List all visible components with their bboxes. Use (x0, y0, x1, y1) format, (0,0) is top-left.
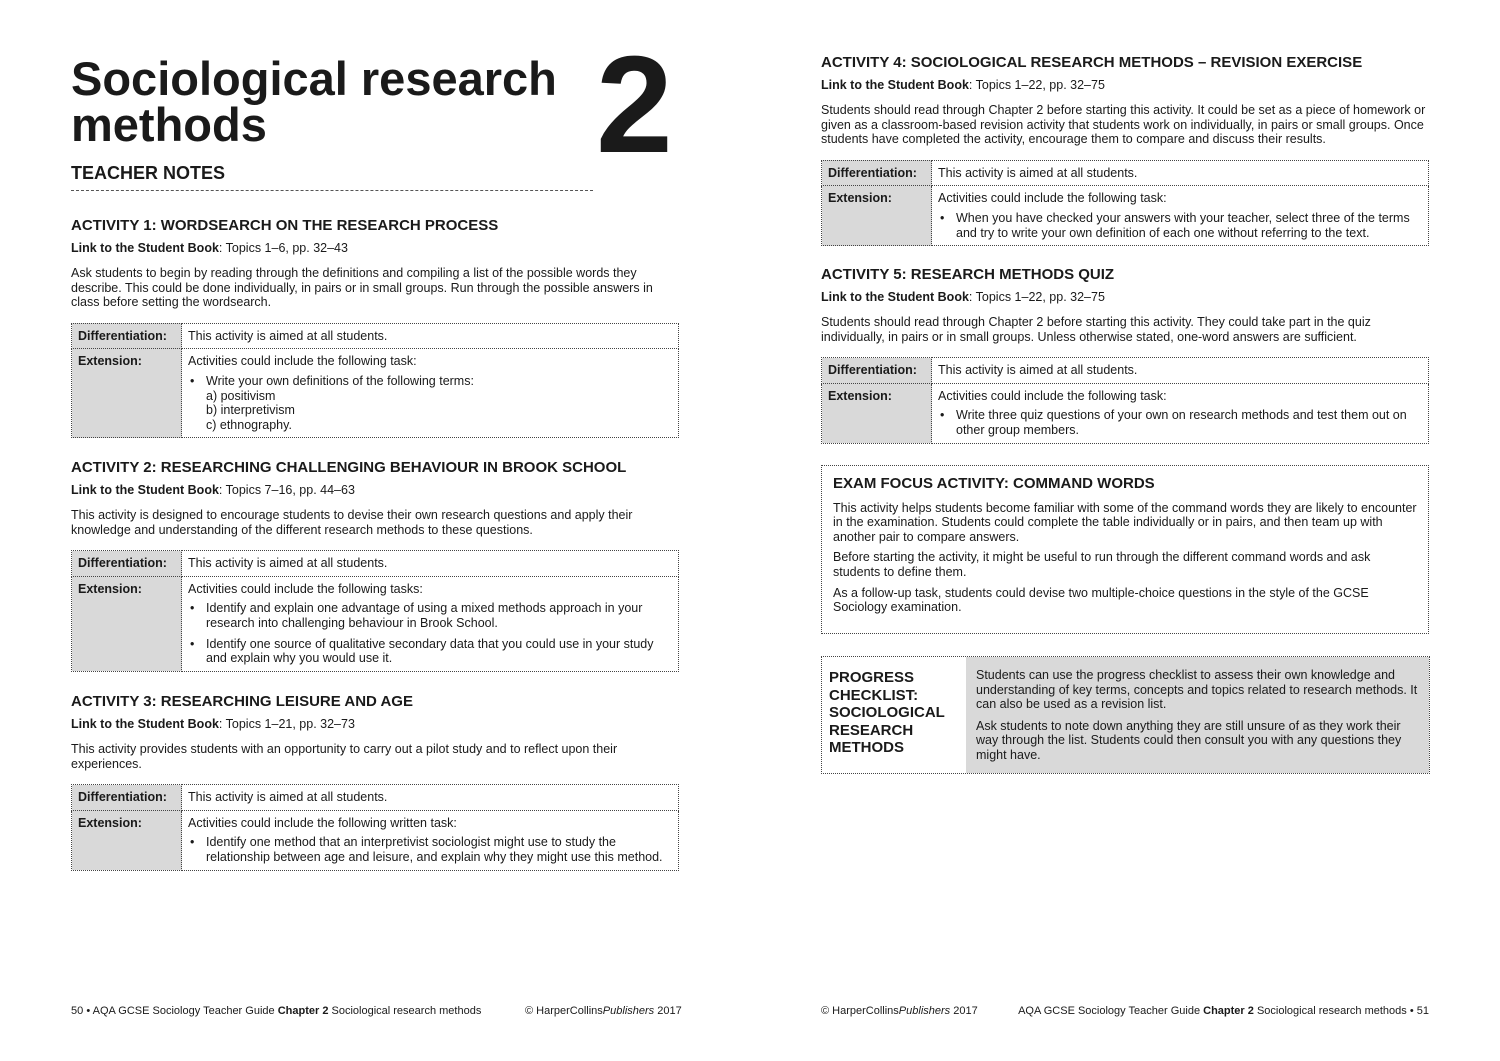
extension-list (938, 408, 1422, 437)
list-item: • When you have checked your answers with your teacher, select three of the terms and try to write your own definition of each one without referring to the text. (956, 211, 1422, 240)
extension-row (822, 383, 1429, 443)
right-copyright (821, 1005, 978, 1018)
differentiation-value: This activity is aimed at all students. (182, 323, 679, 349)
footer-bullet: • (1409, 1005, 1414, 1017)
link-label: Link to the Student Book (821, 78, 969, 92)
activity-table (71, 550, 679, 672)
activity-heading: ACTIVITY 3: RESEARCHING LEISURE AND AGE (71, 693, 413, 710)
guide-name: AQA GCSE Sociology Teacher Guide (1018, 1005, 1201, 1017)
activity-table (71, 784, 679, 870)
link-label: Link to the Student Book (71, 483, 219, 497)
extension-item-text: Write your own definitions of the following terms: (206, 373, 474, 388)
exam-focus-paragraph: As a follow-up task, students could devise two multiple-choice questions in the style of the GCSE Sociology examination. (833, 585, 1369, 615)
copyright-text: © HarperCollins (525, 1005, 603, 1017)
activity-1 (71, 217, 679, 438)
list-item: • Write three quiz questions of your own on research methods and test them out on other group members. (956, 408, 1422, 437)
link-label: Link to the Student Book (71, 717, 219, 731)
activity-description: Ask students to begin by reading through the definitions and compiling a list of the possible words they describe. This could be done individually, in pairs or in small groups. Run through the possible answers in class before setting the wordsearch. (71, 266, 653, 310)
page-number: 50 (71, 1005, 84, 1017)
activity-description: This activity is designed to encourage students to devise their own research questions and apply their knowledge and understanding of the different research methods to these questions. (71, 508, 633, 537)
extension-row (72, 810, 679, 870)
activity-3 (71, 693, 679, 871)
page-number: 51 (1416, 1005, 1429, 1017)
extension-label: Extension: (822, 186, 932, 246)
term-positivism: a) positivism (206, 388, 276, 403)
progress-checklist-title: PROGRESS CHECKLIST: SOCIOLOGICAL RESEARCH METHODS (822, 657, 966, 773)
extension-list (938, 211, 1422, 240)
exam-focus-heading: EXAM FOCUS ACTIVITY: COMMAND WORDS (833, 475, 1155, 492)
differentiation-label: Differentiation: (72, 785, 182, 811)
list-item (206, 374, 672, 432)
extension-content (182, 349, 679, 438)
activity-description: This activity provides students with an opportunity to carry out a pilot study and to reflect upon their experiences. (71, 742, 618, 771)
student-book-link (821, 78, 1429, 93)
link-label: Link to the Student Book (821, 290, 969, 304)
activity-table (821, 160, 1429, 246)
progress-paragraph: Ask students to note down anything they are still unsure of as they work their way through the list. Students could then consult you with any questions they might have. (976, 718, 1402, 762)
activity-2 (71, 459, 679, 672)
extension-intro: Activities could include the following written task: (188, 815, 457, 830)
student-book-link (71, 241, 679, 256)
link-label: Link to the Student Book (71, 241, 219, 255)
extension-content (182, 810, 679, 870)
left-footer (71, 1005, 481, 1018)
chapter-label: Chapter 2 (1203, 1005, 1254, 1017)
extension-list (188, 601, 672, 665)
term-interpretivism: b) interpretivism (206, 403, 295, 418)
extension-label: Extension: (72, 810, 182, 870)
link-value: : Topics 1–22, pp. 32–75 (968, 290, 1105, 304)
differentiation-label: Differentiation: (72, 551, 182, 577)
activity-table (71, 323, 679, 439)
extension-intro: Activities could include the following tasks: (188, 581, 423, 596)
progress-checklist-body (966, 657, 1429, 773)
differentiation-value: This activity is aimed at all students. (932, 160, 1429, 186)
extension-intro: Activities could include the following task: (938, 191, 1167, 206)
activity-description: Students should read through Chapter 2 before starting this activity. They could take part in the quiz individually, in pairs or in small groups. Unless otherwise stated, one-word answers are sufficient. (821, 315, 1371, 344)
guide-name: AQA GCSE Sociology Teacher Guide (92, 1005, 275, 1017)
copyright-year: 2017 (950, 1005, 978, 1017)
list-item: • Identify and explain one advantage of using a mixed methods approach in your research into challenging behaviour in Brook School. (206, 601, 672, 630)
publisher-italic: Publishers (898, 1005, 951, 1017)
activity-heading: ACTIVITY 4: SOCIOLOGICAL RESEARCH METHODS – REVISION EXERCISE (821, 54, 1363, 71)
right-page (750, 0, 1500, 1061)
differentiation-row (72, 323, 679, 349)
activity-5 (821, 266, 1429, 444)
extension-content (932, 383, 1429, 443)
activity-description: Students should read through Chapter 2 before starting this activity. It could be set as a piece of homework or given as a classroom-based revision activity that students work on individually, in pairs or small groups. Once students have completed the activity, encourage them to compare and discuss their results. (821, 103, 1426, 147)
link-value: : Topics 1–21, pp. 32–73 (218, 717, 355, 731)
differentiation-label: Differentiation: (822, 358, 932, 384)
differentiation-row (72, 785, 679, 811)
activity-heading: ACTIVITY 1: WORDSEARCH ON THE RESEARCH PROCESS (71, 217, 499, 234)
exam-focus-box (821, 465, 1429, 634)
chapter-label: Chapter 2 (277, 1005, 329, 1017)
extension-list (188, 835, 672, 864)
chapter-title: Sociological research methods (71, 52, 557, 151)
extension-intro: Activities could include the following task: (188, 354, 417, 369)
dashed-divider (71, 190, 593, 191)
differentiation-value: This activity is aimed at all students. (932, 358, 1429, 384)
differentiation-label: Differentiation: (72, 323, 182, 349)
list-item: • Identify one method that an interpretivist sociologist might use to study the relationship between age and leisure, and explain why they might use this method. (206, 835, 672, 864)
extension-row (72, 349, 679, 438)
chapter-number: 2 (596, 28, 673, 182)
chapter-name: Sociological research methods (1256, 1005, 1407, 1017)
progress-checklist-box (821, 656, 1430, 774)
left-copyright (525, 1005, 682, 1018)
progress-paragraph: Students can use the progress checklist to assess their own knowledge and understanding of key terms, concepts and topics related to research methods. It can also be used as a revision list. (976, 668, 1418, 712)
differentiation-row (822, 358, 1429, 384)
student-book-link (71, 717, 679, 732)
extension-list (188, 374, 672, 432)
differentiation-row (72, 551, 679, 577)
term-ethnography: c) ethnography. (206, 417, 292, 432)
publisher-italic: Publishers (602, 1005, 655, 1017)
link-value: : Topics 7–16, pp. 44–63 (218, 483, 355, 497)
activity-4 (821, 54, 1429, 246)
extension-intro: Activities could include the following task: (938, 388, 1167, 403)
exam-focus-paragraph: This activity helps students become familiar with some of the command words they are likely to encounter in the examination. Students could complete the table individually or in pairs, and then team up with another pair to compare answers. (833, 500, 1417, 544)
chapter-name: Sociological research methods (331, 1005, 482, 1017)
extension-label: Extension: (72, 576, 182, 671)
teacher-notes-heading: TEACHER NOTES (71, 163, 226, 183)
extension-row (822, 186, 1429, 246)
copyright-year: 2017 (654, 1005, 682, 1017)
right-footer (1018, 1005, 1429, 1018)
activity-table (821, 357, 1429, 443)
copyright-text: © HarperCollins (821, 1005, 899, 1017)
differentiation-row (822, 160, 1429, 186)
extension-content (182, 576, 679, 671)
link-value: : Topics 1–6, pp. 32–43 (218, 241, 348, 255)
student-book-link (71, 483, 679, 498)
extension-label: Extension: (72, 349, 182, 438)
differentiation-label: Differentiation: (822, 160, 932, 186)
differentiation-value: This activity is aimed at all students. (182, 551, 679, 577)
activity-heading: ACTIVITY 2: RESEARCHING CHALLENGING BEHAVIOUR IN BROOK SCHOOL (71, 459, 627, 476)
list-item: • Identify one source of qualitative secondary data that you could use in your study and explain why you would use it. (206, 637, 672, 666)
differentiation-value: This activity is aimed at all students. (182, 785, 679, 811)
extension-row (72, 576, 679, 671)
exam-focus-paragraph: Before starting the activity, it might be useful to run through the different command words and ask students to define them. (833, 550, 1371, 579)
link-value: : Topics 1–22, pp. 32–75 (968, 78, 1105, 92)
footer-bullet: • (86, 1005, 91, 1017)
extension-label: Extension: (822, 383, 932, 443)
extension-content (932, 186, 1429, 246)
student-book-link (821, 290, 1429, 305)
activity-heading: ACTIVITY 5: RESEARCH METHODS QUIZ (821, 266, 1115, 283)
